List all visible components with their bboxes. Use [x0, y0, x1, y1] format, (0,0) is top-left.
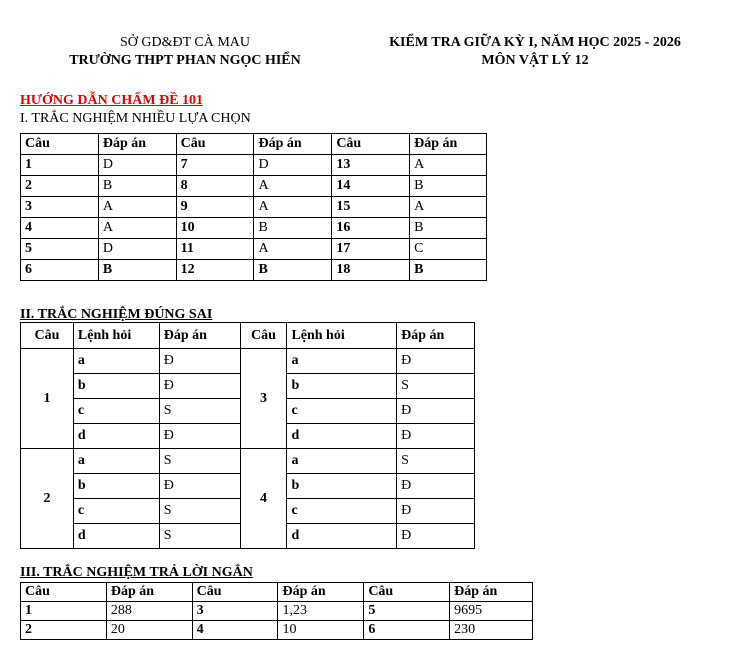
- answer-cell: A: [98, 218, 176, 239]
- answer-cell: 10: [278, 621, 364, 640]
- table-row: [21, 349, 475, 374]
- answer-cell: A: [254, 239, 332, 260]
- part2-header-row: [21, 323, 475, 349]
- statement-letter: d: [73, 424, 159, 449]
- answer-cell: S: [159, 524, 240, 549]
- question-number: 3: [240, 349, 287, 449]
- col-header-cau: Câu: [21, 323, 74, 349]
- part3-table: [20, 582, 533, 640]
- table-row: [21, 197, 487, 218]
- question-number: 2: [21, 449, 74, 549]
- answer-cell: Đ: [397, 524, 475, 549]
- table-row: [21, 621, 533, 640]
- answer-cell: A: [410, 155, 487, 176]
- question-number: 4: [192, 621, 278, 640]
- answer-cell: B: [254, 218, 332, 239]
- answer-cell: Đ: [159, 374, 240, 399]
- question-number: 3: [192, 602, 278, 621]
- col-header-cau: Câu: [332, 134, 410, 155]
- answer-cell: A: [254, 176, 332, 197]
- answer-cell: B: [254, 260, 332, 281]
- question-number: 2: [21, 621, 107, 640]
- answer-cell: D: [98, 155, 176, 176]
- answer-cell: Đ: [159, 349, 240, 374]
- document-title: HƯỚNG DẪN CHẤM ĐỀ 101: [20, 93, 204, 108]
- school-header: [40, 34, 330, 70]
- question-number: 13: [332, 155, 410, 176]
- col-header-cau: Câu: [21, 583, 107, 602]
- question-number: 11: [176, 239, 254, 260]
- exam-header: [355, 34, 715, 70]
- question-number: 3: [21, 197, 99, 218]
- statement-letter: b: [287, 374, 397, 399]
- question-number: 4: [240, 449, 287, 549]
- answer-cell: 230: [450, 621, 533, 640]
- question-number: 2: [21, 176, 99, 197]
- table-row: [21, 449, 475, 474]
- statement-letter: c: [73, 499, 159, 524]
- col-header-dapan: Đáp án: [106, 583, 192, 602]
- col-header-dapan: Đáp án: [159, 323, 240, 349]
- department-name: SỞ GD&ĐT CÀ MAU: [119, 35, 251, 50]
- answer-cell: A: [98, 197, 176, 218]
- answer-cell: B: [410, 176, 487, 197]
- answer-cell: B: [410, 260, 487, 281]
- question-number: 7: [176, 155, 254, 176]
- statement-letter: b: [73, 474, 159, 499]
- question-number: 17: [332, 239, 410, 260]
- answer-cell: Đ: [159, 474, 240, 499]
- answer-cell: Đ: [397, 474, 475, 499]
- question-number: 6: [364, 621, 450, 640]
- col-header-cau: Câu: [21, 134, 99, 155]
- answer-cell: C: [410, 239, 487, 260]
- col-header-cau: Câu: [192, 583, 278, 602]
- col-header-cau: Câu: [240, 323, 287, 349]
- question-number: 1: [21, 155, 99, 176]
- answer-cell: 9695: [450, 602, 533, 621]
- question-number: 1: [21, 602, 107, 621]
- statement-letter: d: [287, 524, 397, 549]
- table-row: [21, 602, 533, 621]
- answer-cell: 288: [106, 602, 192, 621]
- answer-cell: D: [254, 155, 332, 176]
- part2-table: [20, 322, 475, 549]
- table-row: [21, 155, 487, 176]
- part1-table: [20, 133, 487, 281]
- question-number: 4: [21, 218, 99, 239]
- answer-cell: Đ: [397, 399, 475, 424]
- statement-letter: a: [287, 449, 397, 474]
- statement-letter: b: [73, 374, 159, 399]
- answer-cell: S: [397, 449, 475, 474]
- statement-letter: a: [287, 349, 397, 374]
- answer-cell: D: [98, 239, 176, 260]
- question-number: 18: [332, 260, 410, 281]
- question-number: 12: [176, 260, 254, 281]
- answer-cell: B: [410, 218, 487, 239]
- col-header-dapan: Đáp án: [410, 134, 487, 155]
- question-number: 6: [21, 260, 99, 281]
- question-number: 16: [332, 218, 410, 239]
- question-number: 15: [332, 197, 410, 218]
- answer-cell: S: [397, 374, 475, 399]
- col-header-cau: Câu: [364, 583, 450, 602]
- statement-letter: b: [287, 474, 397, 499]
- answer-cell: Đ: [397, 349, 475, 374]
- question-number: 9: [176, 197, 254, 218]
- table-row: [21, 218, 487, 239]
- answer-cell: Đ: [397, 499, 475, 524]
- statement-letter: c: [73, 399, 159, 424]
- question-number: 5: [21, 239, 99, 260]
- question-number: 5: [364, 602, 450, 621]
- question-number: 14: [332, 176, 410, 197]
- subject-title: MÔN VẬT LÝ 12: [481, 53, 589, 68]
- col-header-dapan: Đáp án: [278, 583, 364, 602]
- answer-cell: A: [410, 197, 487, 218]
- school-name: TRƯỜNG THPT PHAN NGỌC HIỂN: [69, 53, 301, 68]
- part3-heading: III. TRẮC NGHIỆM TRẢ LỜI NGẮN: [20, 565, 253, 580]
- col-header-dapan: Đáp án: [98, 134, 176, 155]
- answer-cell: Đ: [159, 424, 240, 449]
- statement-letter: c: [287, 499, 397, 524]
- statement-letter: a: [73, 349, 159, 374]
- question-number: 8: [176, 176, 254, 197]
- table-row: [21, 239, 487, 260]
- answer-cell: 1,23: [278, 602, 364, 621]
- question-number: 1: [21, 349, 74, 449]
- statement-letter: c: [287, 399, 397, 424]
- col-header-dapan: Đáp án: [397, 323, 475, 349]
- part1-heading: I. TRẮC NGHIỆM NHIỀU LỰA CHỌN: [20, 111, 251, 126]
- statement-letter: a: [73, 449, 159, 474]
- col-header-lenhhoi: Lệnh hỏi: [287, 323, 397, 349]
- answer-cell: S: [159, 449, 240, 474]
- col-header-dapan: Đáp án: [450, 583, 533, 602]
- statement-letter: d: [73, 524, 159, 549]
- answer-cell: 20: [106, 621, 192, 640]
- answer-cell: A: [254, 197, 332, 218]
- answer-cell: S: [159, 399, 240, 424]
- table-row: [21, 260, 487, 281]
- col-header-dapan: Đáp án: [254, 134, 332, 155]
- col-header-lenhhoi: Lệnh hỏi: [73, 323, 159, 349]
- answer-cell: B: [98, 176, 176, 197]
- answer-cell: Đ: [397, 424, 475, 449]
- question-number: 10: [176, 218, 254, 239]
- answer-cell: S: [159, 499, 240, 524]
- part1-header-row: [21, 134, 487, 155]
- part2-heading: II. TRẮC NGHIỆM ĐÚNG SAI: [20, 307, 213, 322]
- part3-header-row: [21, 583, 533, 602]
- exam-title: KIỂM TRA GIỮA KỲ I, NĂM HỌC 2025 - 2026: [389, 35, 681, 50]
- table-row: [21, 176, 487, 197]
- answer-cell: B: [98, 260, 176, 281]
- col-header-cau: Câu: [176, 134, 254, 155]
- statement-letter: d: [287, 424, 397, 449]
